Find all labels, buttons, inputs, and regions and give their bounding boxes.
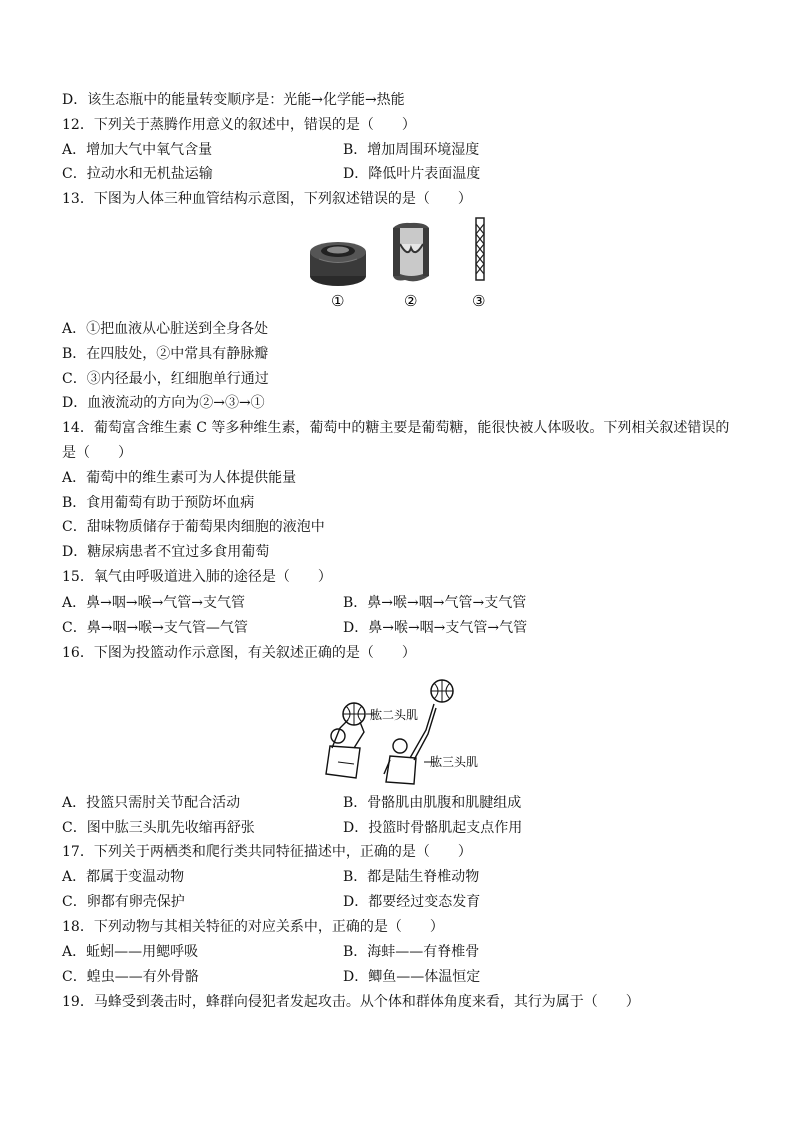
fig-label-3: ③: [472, 292, 486, 310]
q16-option-a: A．投篮只需肘关节配合活动: [62, 795, 241, 811]
q19-stem: 19．马蜂受到袭击时，蜂群向侵犯者发起攻击。从个体和群体角度来看，其行为属于（ ）: [62, 994, 640, 1010]
q16-option-d: D．投篮时骨骼肌起支点作用: [343, 820, 523, 836]
q14-stem-line1: 14．葡萄富含维生素 C 等多种维生素，葡萄中的糖主要是葡萄糖，能很快被人体吸收。下列相关叙述错误的: [62, 420, 730, 436]
q12-stem: 12．下列关于蒸腾作用意义的叙述中，错误的是（ ）: [62, 117, 416, 133]
q18-option-d: D．鲫鱼——体温恒定: [343, 969, 481, 985]
basketball-2-icon: [431, 680, 453, 702]
q17-option-c: C．卵都有卵壳保护: [62, 894, 185, 910]
blood-vessel-figure: [305, 214, 505, 314]
q12-option-a: A．增加大气中氧气含量: [62, 142, 213, 158]
q14-option-a: A．葡萄中的维生素可为人体提供能量: [62, 470, 297, 486]
q18-option-b: B．海蚌——有脊椎骨: [343, 944, 480, 960]
q15-stem: 15．氧气由呼吸道进入肺的途径是（ ）: [62, 569, 332, 585]
vein-drawing: [393, 223, 429, 281]
q18-option-c: C．蝗虫——有外骨骼: [62, 969, 199, 985]
q16-option-c: C．图中肱三头肌先收缩再舒张: [62, 820, 255, 836]
player-1-drawing: [326, 720, 364, 778]
q15-option-b: B．鼻→喉→咽→气管→支气管: [343, 595, 527, 611]
basketball-shooting-figure: [318, 674, 518, 786]
q17-stem: 17．下列关于两栖类和爬行类共同特征描述中，正确的是（ ）: [62, 844, 472, 860]
q14-stem-line2: 是（ ）: [62, 445, 132, 461]
q15-option-c: C．鼻→咽→喉→支气管—气管: [62, 620, 248, 636]
q18-option-a: A．蚯蚓——用鳃呼吸: [62, 944, 199, 960]
q13-option-a: A．①把血液从心脏送到全身各处: [62, 321, 269, 337]
q14-option-b: B．食用葡萄有助于预防坏血病: [62, 495, 255, 511]
capillary-drawing: [476, 218, 484, 280]
q15-option-a: A．鼻→咽→喉→气管→支气管: [62, 595, 246, 611]
q16-option-b: B．骨骼肌由肌腹和肌腱组成: [343, 795, 522, 811]
q17-option-d: D．都要经过变态发育: [343, 894, 481, 910]
q12-option-c: C．拉动水和无机盐运输: [62, 166, 213, 182]
q13-option-c: C．③内径最小，红细胞单行通过: [62, 371, 269, 387]
q12-option-b: B．增加周围环境湿度: [343, 142, 480, 158]
q16-stem: 16．下图为投篮动作示意图，有关叙述正确的是（ ）: [62, 645, 416, 661]
q13-stem: 13．下图为人体三种血管结构示意图，下列叙述错误的是（ ）: [62, 191, 472, 207]
q15-option-d: D．鼻→喉→咽→支气管→气管: [343, 620, 528, 636]
fig-label-1: ①: [331, 292, 345, 310]
fig-label-2: ②: [404, 292, 418, 310]
q18-stem: 18．下列动物与其相关特征的对应关系中，正确的是（ ）: [62, 919, 444, 935]
biceps-label: 肱二头肌: [370, 708, 419, 722]
q12-option-d: D．降低叶片表面温度: [343, 166, 481, 182]
triceps-label: 肱三头肌: [430, 755, 479, 769]
q14-option-c: C．甜味物质储存于葡萄果肉细胞的液泡中: [62, 519, 325, 535]
q13-option-b: B．在四肢处，②中常具有静脉瓣: [62, 346, 269, 362]
q11-option-d: D．该生态瓶中的能量转变顺序是：光能→化学能→热能: [62, 92, 405, 108]
artery-drawing: [310, 242, 366, 286]
q17-option-b: B．都是陆生脊椎动物: [343, 869, 480, 885]
q13-option-d: D．血液流动的方向为②→③→①: [62, 395, 265, 411]
q14-option-d: D．糖尿病患者不宜过多食用葡萄: [62, 544, 270, 560]
q17-option-a: A．都属于变温动物: [62, 869, 185, 885]
